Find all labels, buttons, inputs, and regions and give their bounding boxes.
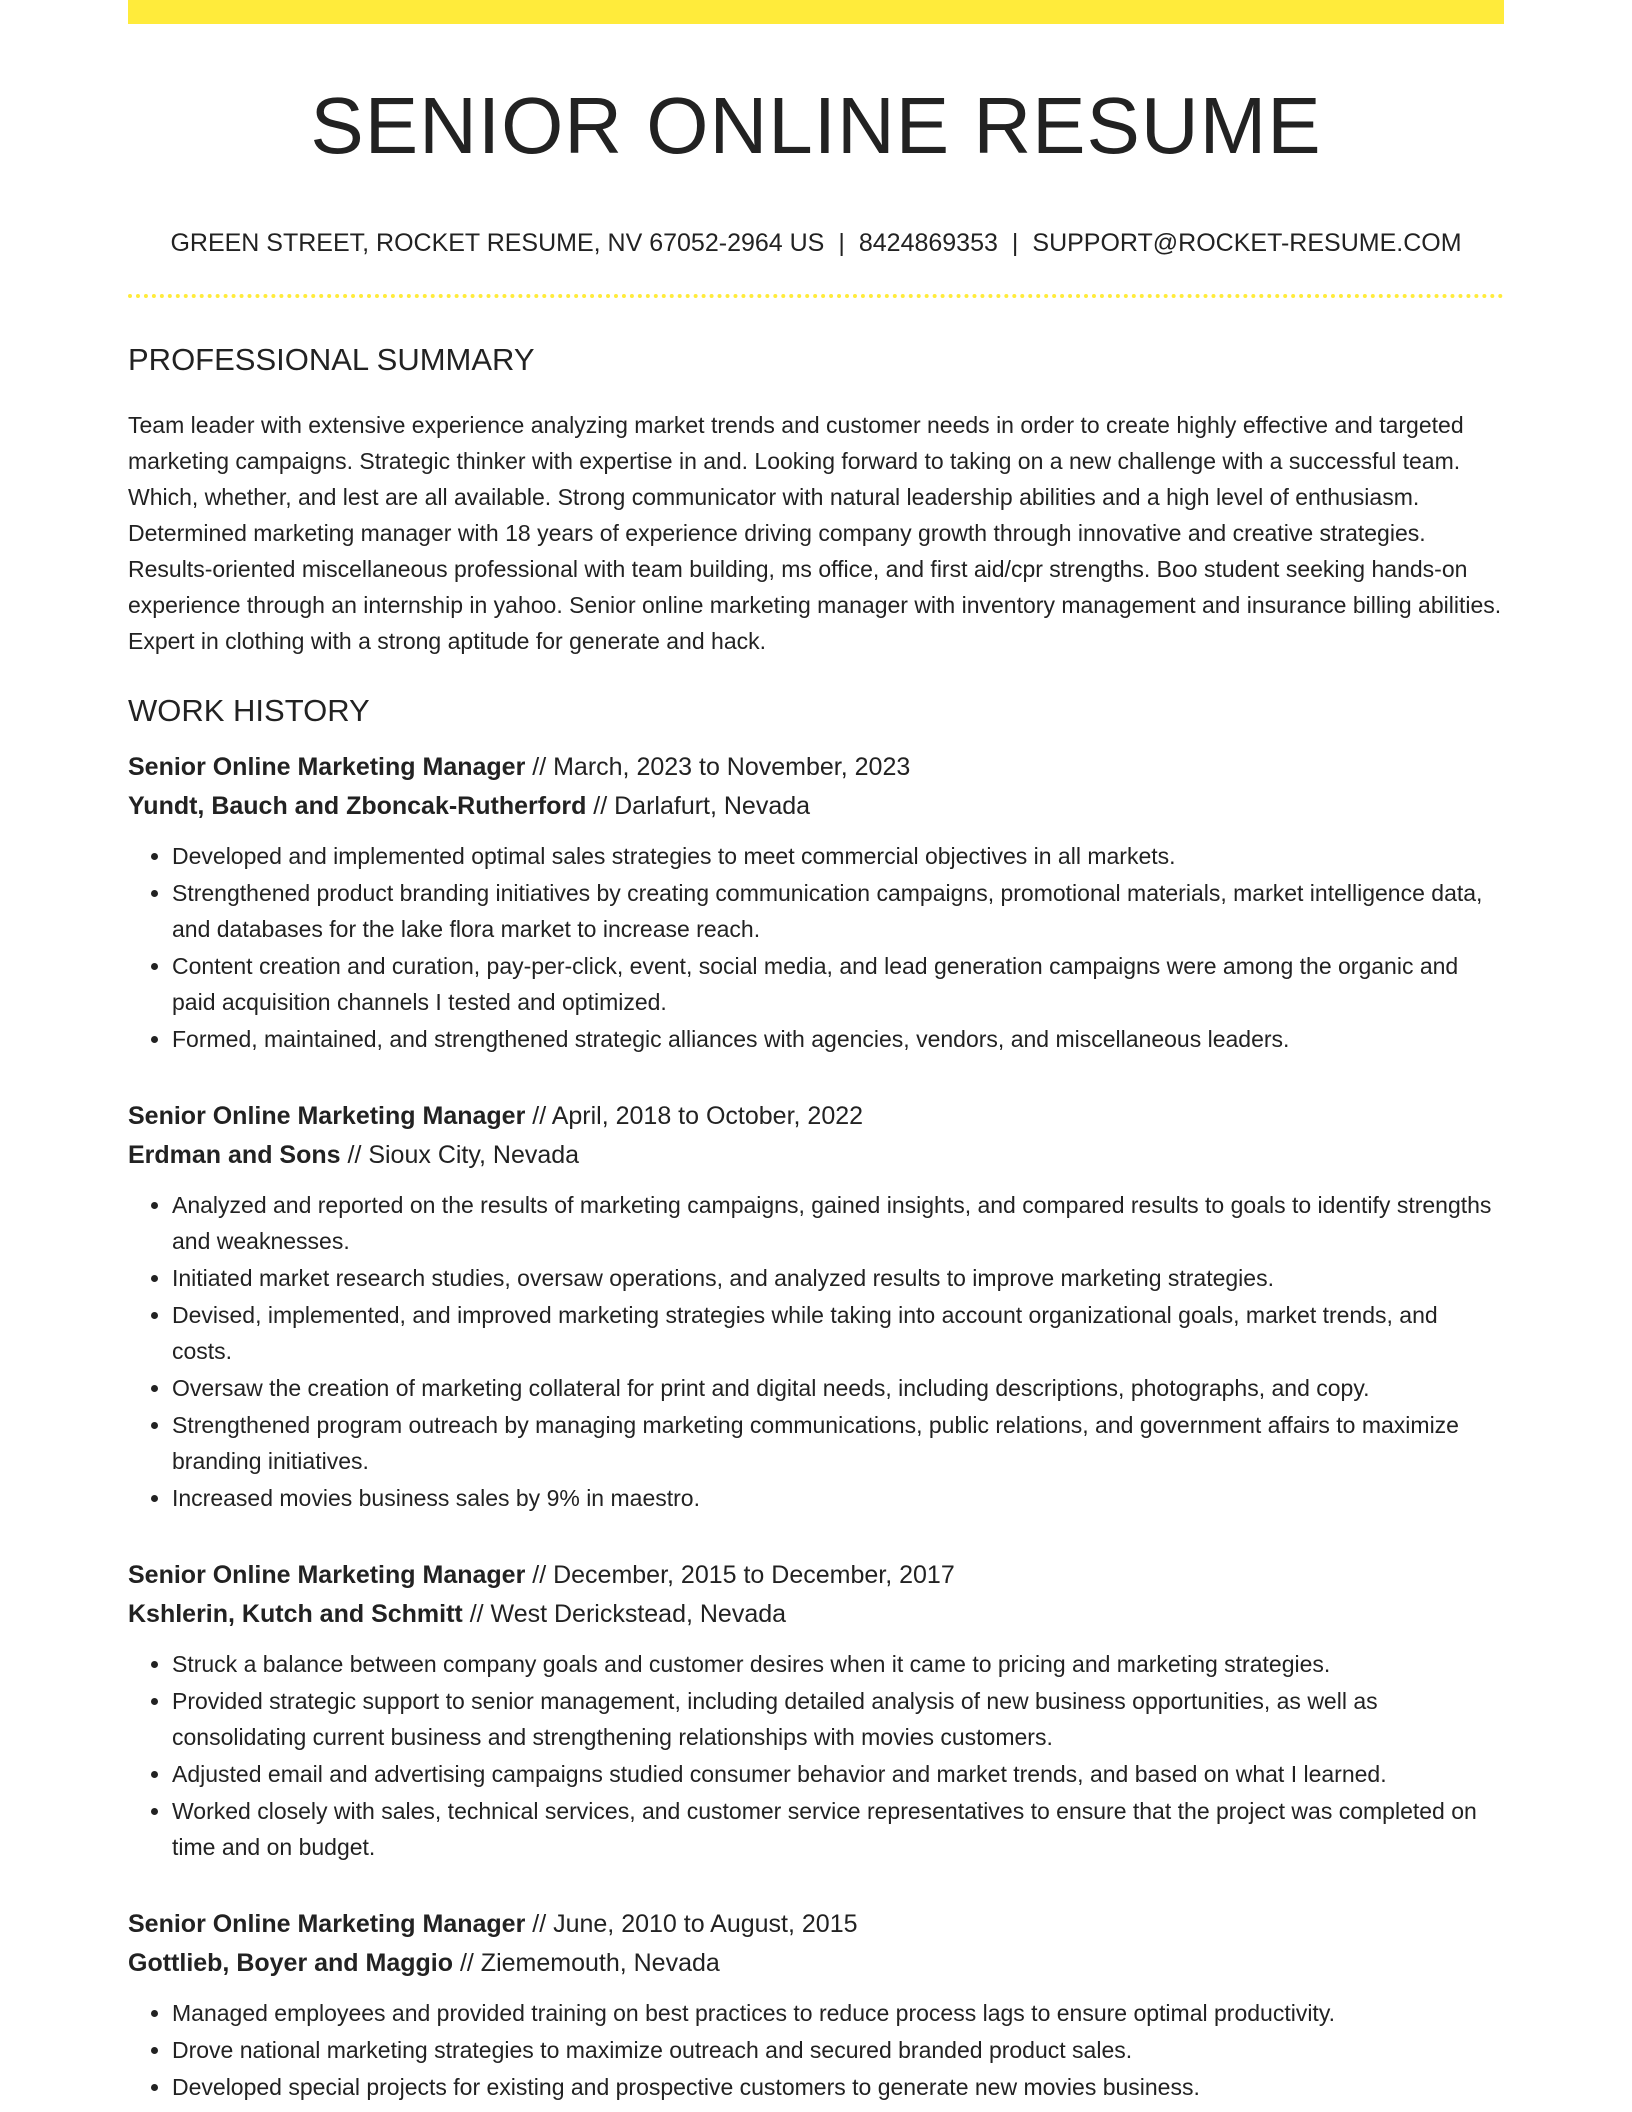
job-company-line: [128, 1595, 1504, 1634]
resume-name: SENIOR ONLINE RESUME: [310, 81, 1322, 170]
job-bullets: [128, 838, 1504, 1057]
list-item: • Adjusted email and advertising campaigns studied consumer behavior and market trends, and based on what I learned.: [172, 1756, 1504, 1792]
accent-bar: [128, 0, 1504, 24]
job-title-line: [128, 1556, 1504, 1595]
job-title: Senior Online Marketing Manager: [128, 753, 526, 781]
job-location: // Darlafurt, Nevada: [586, 792, 811, 820]
contact-phone: 8424869353: [858, 229, 998, 257]
job-title: Senior Online Marketing Manager: [128, 1910, 526, 1938]
list-item: • Strengthened product branding initiatives by creating communication campaigns, promotional materials, market intelligence data, and databases for the lake flora market to increase reach.: [172, 875, 1504, 947]
contact-separator: |: [838, 229, 845, 257]
list-item: • Strengthened program outreach by managing marketing communications, public relations, and government affairs to maximize branding initiatives.: [172, 1407, 1504, 1479]
list-item: • Content creation and curation, pay-per-click, event, social media, and lead generation campaigns were among the organic and paid acquisition channels I tested and optimized.: [172, 948, 1504, 1020]
list-item: • Devised, implemented, and improved marketing strategies while taking into account organizational goals, market trends, and costs.: [172, 1297, 1504, 1369]
contact-line: [128, 228, 1504, 258]
job-entry: [128, 748, 1504, 1057]
job-dates: // April, 2018 to October, 2022: [525, 1102, 864, 1130]
job-company-line: [128, 1944, 1504, 1983]
summary-heading: PROFESSIONAL SUMMARY: [128, 342, 535, 377]
job-company: Erdman and Sons: [128, 1141, 341, 1169]
job-bullets: [128, 1646, 1504, 1865]
job-entry: [128, 1905, 1504, 2105]
job-entry: [128, 1556, 1504, 1865]
list-item: • Drove national marketing strategies to maximize outreach and secured branded product sales.: [172, 2032, 1504, 2068]
job-company: Yundt, Bauch and Zboncak-Rutherford: [128, 792, 587, 820]
list-item: • Managed employees and provided training on best practices to reduce process lags to ensure optimal productivity.: [172, 1995, 1504, 2031]
list-item: • Analyzed and reported on the results of marketing campaigns, gained insights, and compared results to goals to identify strengths and weaknesses.: [172, 1187, 1504, 1259]
job-entry: [128, 1097, 1504, 1516]
job-title-line: [128, 1097, 1504, 1136]
summary-text: Team leader with extensive experience analyzing market trends and customer needs in order to create highly effective and targeted marketing campaigns. Strategic thinker with expertise in and. Looking forward to taking on a new challenge with a successful team. Which, whether, and lest are all available. Strong communicator with natural leadership abilities and a high level of enthusiasm. Determined marketing manager with 18 years of experience driving company growth through innovative and creative strategies. Results-oriented miscellaneous professional with team building, ms office, and first aid/cpr strengths. Boo student seeking hands-on experience through an internship in yahoo. Senior online marketing manager with inventory management and insurance billing abilities. Expert in clothing with a strong aptitude for generate and hack.: [128, 412, 1502, 654]
job-dates: // December, 2015 to December, 2017: [525, 1561, 955, 1589]
job-title-line: [128, 748, 1504, 787]
job-company: Kshlerin, Kutch and Schmitt: [128, 1600, 463, 1628]
job-title: Senior Online Marketing Manager: [128, 1561, 526, 1589]
list-item: • Struck a balance between company goals and customer desires when it came to pricing and marketing strategies.: [172, 1646, 1504, 1682]
job-bullets: [128, 1187, 1504, 1516]
list-item: • Oversaw the creation of marketing collateral for print and digital needs, including descriptions, photographs, and copy.: [172, 1370, 1504, 1406]
dotted-divider: [128, 294, 1504, 298]
job-dates: // June, 2010 to August, 2015: [525, 1910, 858, 1938]
resume-page: [128, 0, 1504, 2106]
list-item: • Initiated market research studies, oversaw operations, and analyzed results to improve marketing strategies.: [172, 1260, 1504, 1296]
work-history-heading: WORK HISTORY: [128, 693, 370, 728]
list-item: • Worked closely with sales, technical services, and customer service representatives to ensure that the project was completed on time and on budget.: [172, 1793, 1504, 1865]
job-title-line: [128, 1905, 1504, 1944]
list-item: • Formed, maintained, and strengthened strategic alliances with agencies, vendors, and miscellaneous leaders.: [172, 1021, 1504, 1057]
work-history-list: [128, 748, 1504, 2105]
job-location: // West Derickstead, Nevada: [462, 1600, 787, 1628]
list-item: • Developed and implemented optimal sales strategies to meet commercial objectives in all markets.: [172, 838, 1504, 874]
contact-separator: |: [1011, 229, 1019, 257]
job-location: // Ziememouth, Nevada: [453, 1949, 720, 1977]
job-title: Senior Online Marketing Manager: [128, 1102, 526, 1130]
contact-address: GREEN STREET, ROCKET RESUME, NV 67052-2964 US: [170, 229, 825, 257]
job-dates: // March, 2023 to November, 2023: [525, 753, 911, 781]
list-item: • Increased movies business sales by 9% in maestro.: [172, 1480, 1504, 1516]
list-item: • Provided strategic support to senior management, including detailed analysis of new business opportunities, as well as consolidating current business and strengthening relationships with movies customers.: [172, 1683, 1504, 1755]
job-company-line: [128, 787, 1504, 826]
contact-email: SUPPORT@ROCKET-RESUME.COM: [1032, 229, 1462, 257]
job-company: Gottlieb, Boyer and Maggio: [128, 1949, 454, 1977]
list-item: • Developed special projects for existing and prospective customers to generate new movies business.: [172, 2069, 1504, 2105]
job-company-line: [128, 1136, 1504, 1175]
job-location: // Sioux City, Nevada: [340, 1141, 580, 1169]
job-bullets: [128, 1995, 1504, 2105]
